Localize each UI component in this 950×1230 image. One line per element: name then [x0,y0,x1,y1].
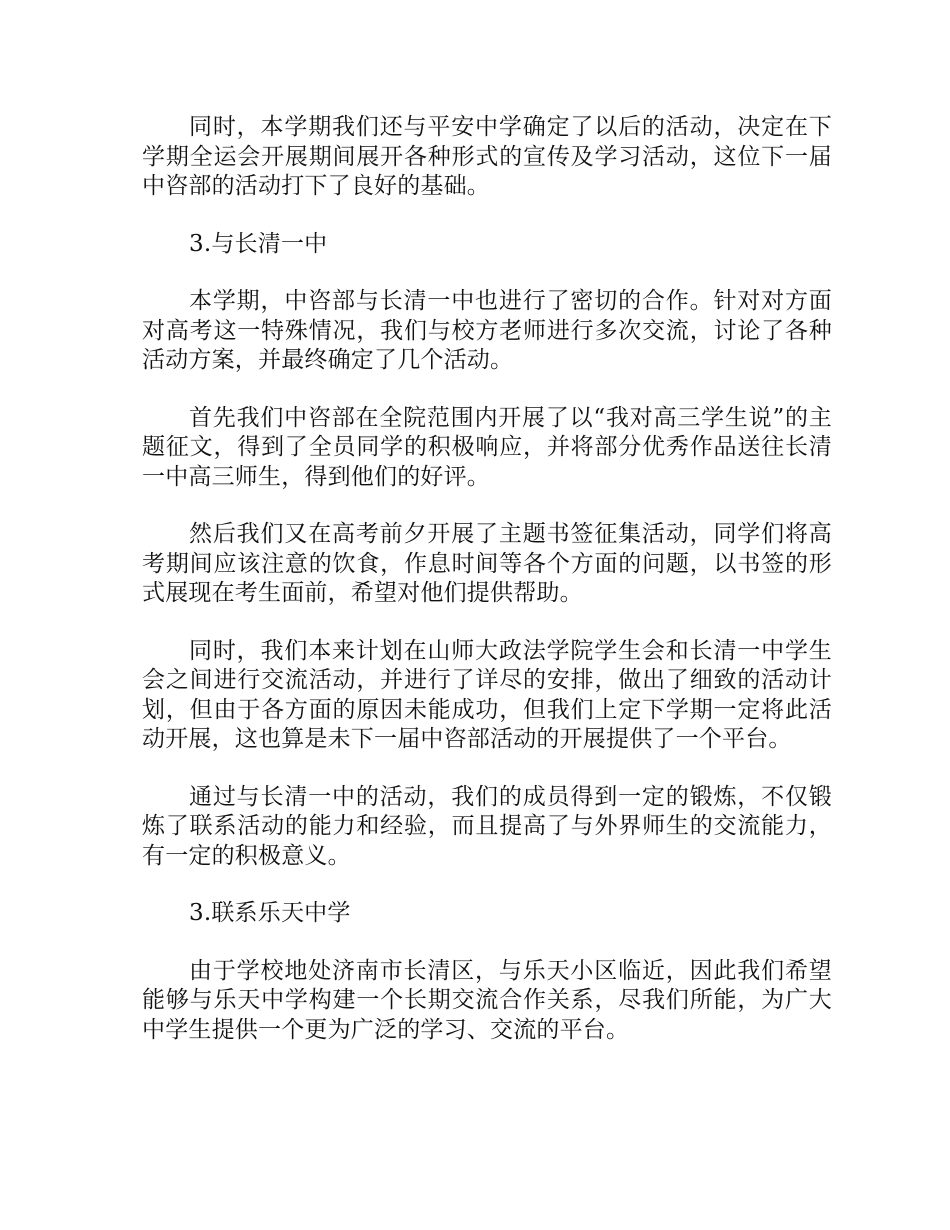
paragraph-exchange-plan: 同时，我们本来计划在山师大政法学院学生会和长清一中学生会之间进行交流活动，并进行了详尽的安排，做出了细致的活动计划，但由于各方面的原因未能成功，但我们上定下学期一定将此活动开展，这也算是未下一届中咨部活动的开展提供了一个平台。 [142,637,832,752]
paragraph-activity-summary: 通过与长清一中的活动，我们的成员得到一定的锻炼，不仅锻炼了联系活动的能力和经验，而且提高了与外界师生的交流能力，有一定的积极意义。 [142,783,832,869]
paragraph-essay-contest: 首先我们中咨部在全院范围内开展了以“我对高三学生说”的主题征文，得到了全员同学的积极响应，并将部分优秀作品送往长清一中高三师生，得到他们的好评。 [142,404,832,490]
paragraph-bookmark-activity: 然后我们又在高考前夕开展了主题书签征集活动，同学们将高考期间应该注意的饮食，作息时间等各个方面的问题，以书签的形式展现在考生面前，希望对他们提供帮助。 [142,521,832,606]
document-page [142,113,832,1073]
paragraph-pingan-plan: 同时，本学期我们还与平安中学确定了以后的活动，决定在下学期全运会开展期间展开各种形式的宣传及学习活动，这位下一届中咨部的活动打下了良好的基础。 [142,114,832,199]
paragraph-letian-cooperation: 由于学校地处济南市长清区，与乐天小区临近，因此我们希望能够与乐天中学构建一个长期交流合作关系，尽我们所能，为广大中学生提供一个更为广泛的学习、交流的平台。 [142,957,832,1043]
section-heading-letian: 3.联系乐天中学 [189,900,351,926]
section-heading-changqing: 3.与长清一中 [189,230,328,257]
paragraph-changqing-cooperation: 本学期，中咨部与长清一中也进行了密切的合作。针对对方面对高考这一特殊情况，我们与校方老师进行多次交流，讨论了各种活动方案，并最终确定了几个活动。 [142,288,832,373]
